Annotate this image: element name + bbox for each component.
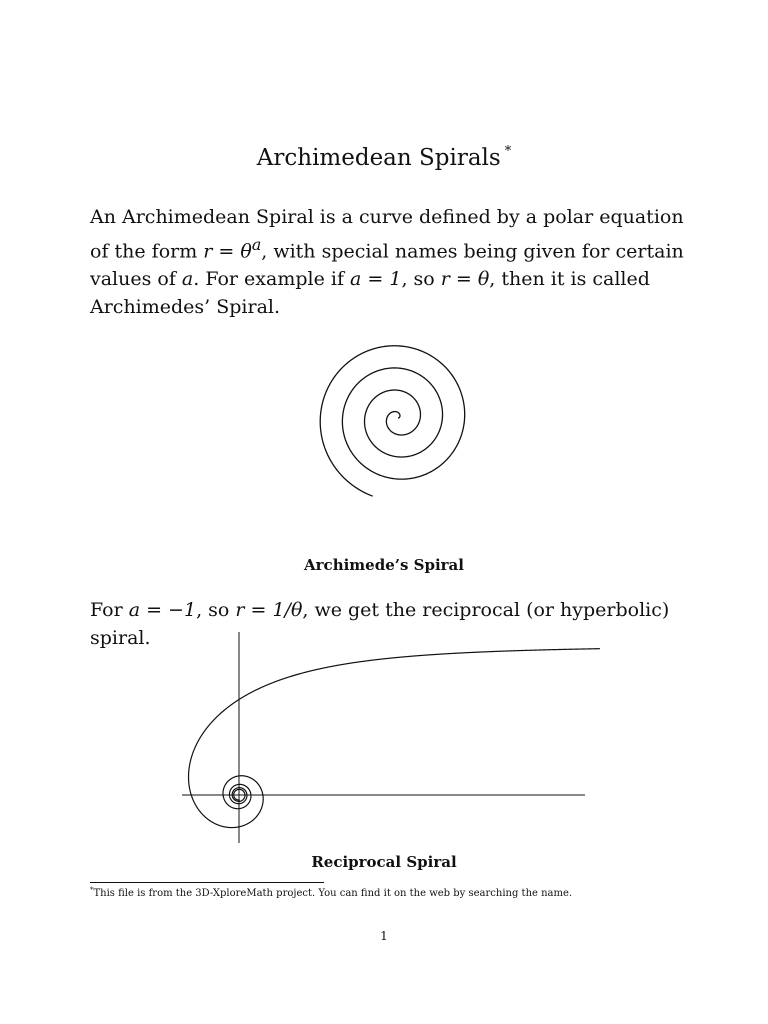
p1-text-4: , so [401,268,441,291]
footnote-mark: * [90,886,94,894]
p2-text-3: , we get the reciprocal (or hyperbolic) spiral. [90,599,670,649]
p1-text-3: . For example if [193,268,351,291]
p1-text-2: , with special names being given for certain values of [90,240,684,291]
figure1-caption: Archimede’s Spiral [304,556,464,574]
p1-math-4: r = θ [440,268,490,291]
archimedes-spiral-figure [240,290,530,540]
footnote [90,886,710,899]
p1-math-3: a = 1 [350,268,402,291]
p1-math-1: r = θ [203,240,252,263]
p1-math-1-exponent: a [251,235,262,254]
page-number: 1 [380,929,388,943]
footnote-text: This file is from the 3D-XploreMath project. You can find it on the web by searching the name. [93,888,573,899]
p1-math-2: a [181,268,194,291]
p1-text-5: , then it is called Archimedes’ Spiral. [90,268,650,319]
p2-text-2: , so [196,599,236,621]
archimedes-spiral-curve [320,346,464,496]
title-footnote-mark: * [504,144,512,159]
title-text: Archimedean Spirals [256,145,501,171]
footnote-rule [90,882,324,883]
p2-math-2: r = 1/θ [235,599,303,621]
reciprocal-spiral-curve [189,648,600,828]
p1-text-1: An Archimedean Spiral is a curve defined by a polar equation of the form [90,206,684,263]
reciprocal-spiral-figure [170,630,600,850]
p2-text-1: For [90,599,129,621]
paper-title [0,144,768,171]
figure2-caption: Reciprocal Spiral [311,853,457,871]
p2-math-1: a = −1 [128,599,197,621]
